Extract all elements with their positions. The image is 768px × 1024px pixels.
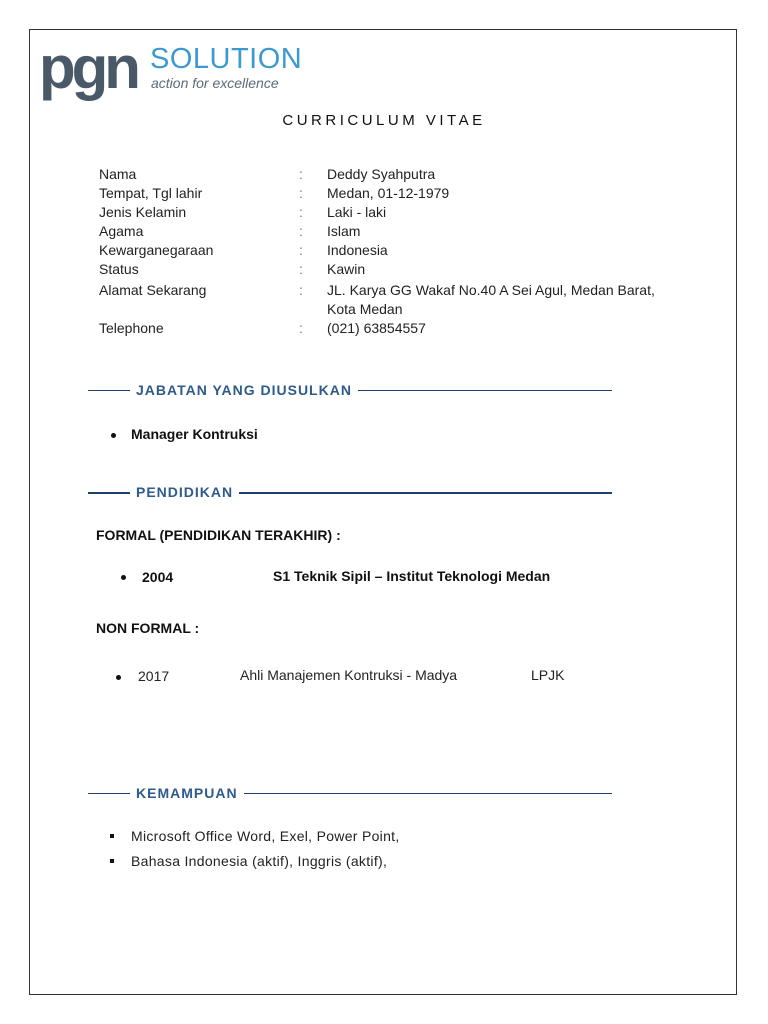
value-telephone: (021) 63854557 bbox=[327, 320, 426, 336]
logo-solution-text: SOLUTION bbox=[150, 43, 303, 75]
label-tempat-tgl-lahir: Tempat, Tgl lahir bbox=[99, 185, 203, 201]
bullet-icon bbox=[116, 675, 121, 680]
value-status: Kawin bbox=[327, 261, 366, 277]
label-agama: Agama bbox=[99, 223, 144, 239]
colon: : bbox=[299, 261, 303, 277]
section-jabatan-header bbox=[88, 381, 612, 399]
jabatan-item: Manager Kontruksi bbox=[131, 426, 258, 442]
nonformal-organization: LPJK bbox=[531, 667, 565, 683]
colon: : bbox=[299, 166, 303, 182]
colon: : bbox=[299, 223, 303, 239]
formal-year: 2004 bbox=[142, 569, 174, 585]
label-alamat: Alamat Sekarang bbox=[99, 282, 207, 298]
value-agama: Islam bbox=[327, 223, 361, 239]
section-jabatan-title: JABATAN YANG DIUSULKAN bbox=[130, 381, 358, 399]
formal-heading: FORMAL (PENDIDIKAN TERAKHIR) : bbox=[96, 527, 341, 543]
colon: : bbox=[299, 185, 303, 201]
value-tempat-tgl-lahir: Medan, 01-12-1979 bbox=[327, 185, 450, 201]
logo-brand-text: pgn bbox=[39, 34, 137, 101]
company-logo bbox=[39, 34, 309, 104]
nonformal-heading: NON FORMAL : bbox=[96, 620, 200, 636]
logo-tagline: action for excellence bbox=[151, 75, 279, 91]
label-telephone: Telephone bbox=[99, 320, 164, 336]
bullet-icon bbox=[110, 859, 114, 863]
section-pendidikan-title: PENDIDIKAN bbox=[130, 483, 239, 501]
bullet-icon bbox=[110, 834, 114, 838]
section-kemampuan-title: KEMAMPUAN bbox=[130, 784, 244, 802]
nonformal-year: 2017 bbox=[138, 668, 170, 684]
section-kemampuan-header bbox=[88, 784, 612, 802]
label-kewarganegaraan: Kewarganegaraan bbox=[99, 242, 214, 258]
label-jenis-kelamin: Jenis Kelamin bbox=[99, 204, 187, 220]
value-alamat-line2: Kota Medan bbox=[327, 301, 403, 317]
skill-item: Microsoft Office Word, Exel, Power Point, bbox=[131, 828, 400, 844]
value-jenis-kelamin: Laki - laki bbox=[327, 204, 387, 220]
document-title: CURRICULUM VITAE bbox=[282, 112, 486, 129]
colon: : bbox=[299, 320, 303, 336]
label-status: Status bbox=[99, 261, 139, 277]
bullet-icon bbox=[111, 433, 116, 438]
value-kewarganegaraan: Indonesia bbox=[327, 242, 388, 258]
colon: : bbox=[299, 204, 303, 220]
skill-item: Bahasa Indonesia (aktif), Inggris (aktif), bbox=[131, 853, 388, 869]
section-pendidikan-header bbox=[88, 483, 612, 501]
value-alamat-line1: JL. Karya GG Wakaf No.40 A Sei Agul, Medan Barat, bbox=[327, 282, 655, 298]
value-nama: Deddy Syahputra bbox=[327, 166, 436, 182]
nonformal-description: Ahli Manajemen Kontruksi - Madya bbox=[240, 667, 458, 683]
colon: : bbox=[299, 242, 303, 258]
colon: : bbox=[299, 282, 303, 298]
bullet-icon bbox=[121, 575, 126, 580]
label-nama: Nama bbox=[99, 166, 137, 182]
formal-description: S1 Teknik Sipil – Institut Teknologi Medan bbox=[273, 568, 551, 584]
